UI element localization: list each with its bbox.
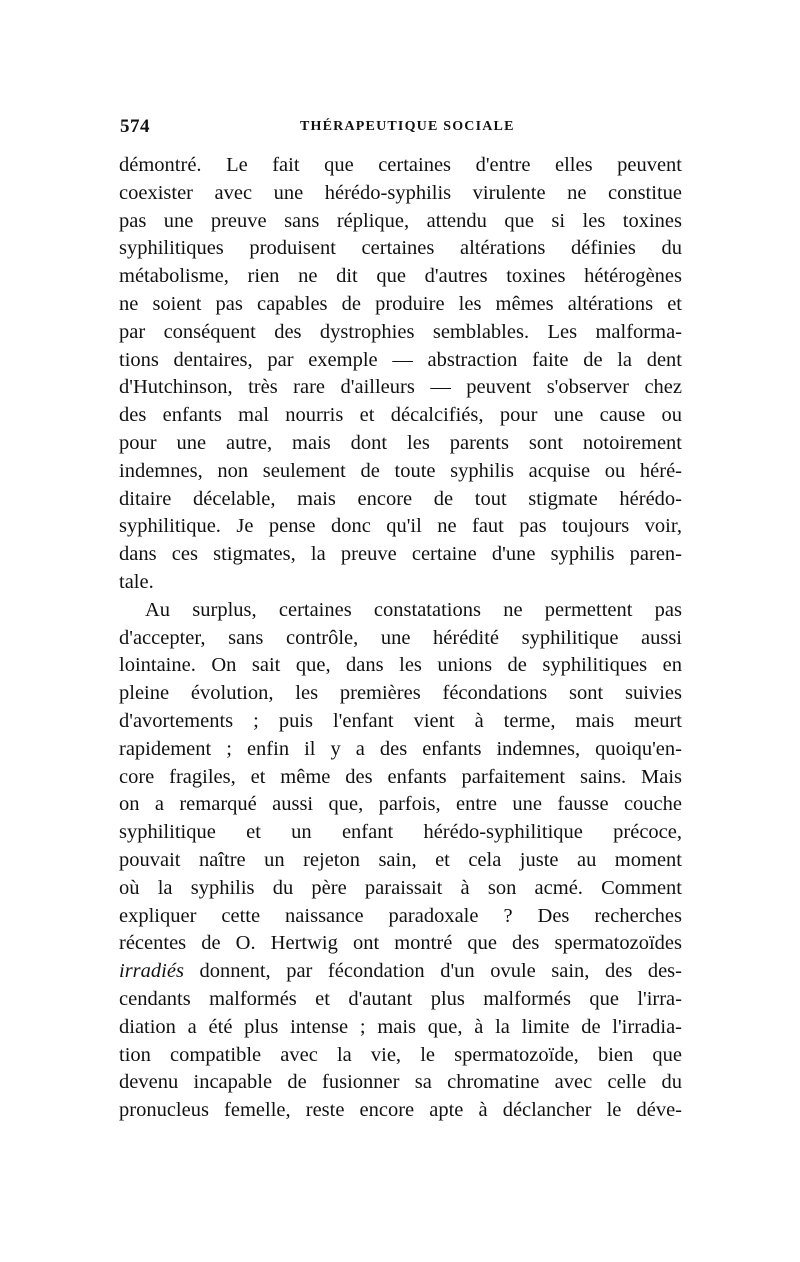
running-title: THÉRAPEUTIQUE SOCIALE xyxy=(300,119,515,134)
text-line: Au surplus, certaines constatations ne permettent pas xyxy=(145,598,682,621)
text-line: pas une preuve sans réplique, attendu que si les toxines xyxy=(119,209,682,232)
text-line: d'Hutchinson, très rare d'ailleurs — peuvent s'observer chez xyxy=(119,376,682,399)
text-line: lointaine. On sait que, dans les unions de syphilitiques en xyxy=(119,654,682,677)
text-line: on a remarqué aussi que, parfois, entre une fausse couche xyxy=(119,793,682,816)
text-line: d'avortements ; puis l'enfant vient à terme, mais meurt xyxy=(119,709,682,732)
page-number: 574 xyxy=(120,116,150,137)
italic-word: irradiés xyxy=(119,960,184,983)
text-line: dans ces stigmates, la preuve certaine d'une syphilis paren- xyxy=(119,543,682,566)
running-head xyxy=(120,116,680,140)
text-line: coexister avec une hérédo-syphilis virulente ne constitue xyxy=(119,181,682,204)
text-line: expliquer cette naissance paradoxale ? Des recherches xyxy=(119,904,682,927)
text-line: pronucleus femelle, reste encore apte à déclancher le déve- xyxy=(119,1099,682,1122)
text-line: tale. xyxy=(119,570,154,593)
text-line xyxy=(119,958,682,986)
text-line: syphilitique et un enfant hérédo-syphilitique précoce, xyxy=(119,821,682,844)
text-line: récentes de O. Hertwig ont montré que des spermatozoïdes xyxy=(119,932,682,955)
text-line: par conséquent des dystrophies semblables. Les malforma- xyxy=(119,320,682,343)
text-line: rapidement ; enfin il y a des enfants indemnes, quoiqu'en- xyxy=(119,737,682,760)
line-remainder: donnent, par fécondation d'un ovule sain, des des- xyxy=(183,960,682,983)
text-line: des enfants mal nourris et décalcifiés, pour une cause ou xyxy=(119,404,682,427)
text-line: pour une autre, mais dont les parents sont notoirement xyxy=(119,431,682,454)
text-line: devenu incapable de fusionner sa chromatine avec celle du xyxy=(119,1071,682,1094)
text-line: ditaire décelable, mais encore de tout stigmate hérédo- xyxy=(119,487,682,510)
text-line: d'accepter, sans contrôle, une hérédité syphilitique aussi xyxy=(119,626,682,649)
body-text xyxy=(119,152,682,1125)
text-line: indemnes, non seulement de toute syphilis acquise ou héré- xyxy=(119,459,682,482)
text-line: démontré. Le fait que certaines d'entre elles peuvent xyxy=(119,154,682,176)
text-line: tion compatible avec la vie, le spermatozoïde, bien que xyxy=(119,1043,682,1066)
text-line: ne soient pas capables de produire les mêmes altérations et xyxy=(119,292,682,315)
text-line: syphilitiques produisent certaines altérations définies du xyxy=(119,237,682,260)
text-line: syphilitique. Je pense donc qu'il ne faut pas toujours voir, xyxy=(119,515,682,538)
text-line: pleine évolution, les premières fécondations sont suivies xyxy=(119,682,682,705)
text-line: pouvait naître un rejeton sain, et cela juste au moment xyxy=(119,848,682,871)
text-line: core fragiles, et même des enfants parfaitement sains. Mais xyxy=(119,765,682,788)
text-line: tions dentaires, par exemple — abstraction faite de la dent xyxy=(119,348,682,371)
text-line: où la syphilis du père paraissait à son acmé. Comment xyxy=(119,876,682,899)
text-line: métabolisme, rien ne dit que d'autres toxines hétérogènes xyxy=(119,265,682,288)
text-line: diation a été plus intense ; mais que, à la limite de l'irradia- xyxy=(119,1015,682,1038)
text-line: cendants malformés et d'autant plus malformés que l'irra- xyxy=(119,987,682,1010)
